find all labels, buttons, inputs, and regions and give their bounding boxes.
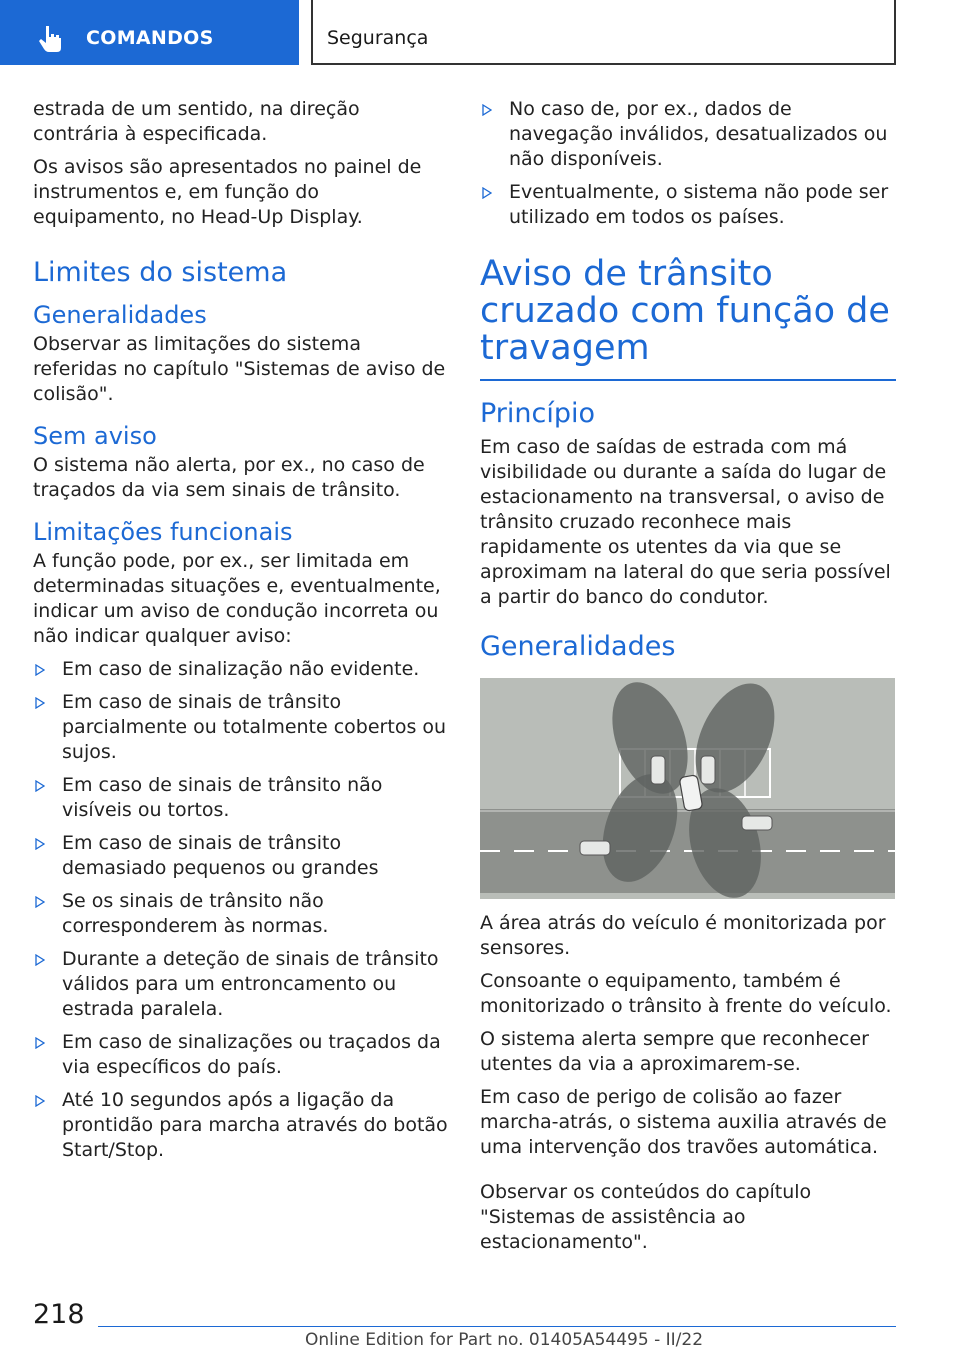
list-item: Em caso de sinais de trânsito parcialmente ou totalmente cobertos ou sujos.	[33, 690, 451, 765]
page-number: 218	[33, 1299, 85, 1330]
bullet-arrow-icon	[35, 954, 45, 966]
no-warning-paragraph: O sistema não alerta, por ex., no caso de traçados da via sem sinais de trânsito.	[33, 454, 425, 501]
general-paragraph: Observar as limitações do sistema referidas no capítulo "Sistemas de aviso de colisão".	[33, 333, 446, 405]
monitoring-paragraph: A área atrás do veículo é monitorizada por sensores.	[480, 912, 886, 959]
edition-label: Online Edition for Part no. 01405A54495 - II/22	[305, 1330, 704, 1350]
reference-paragraph: Observar os conteúdos do capítulo "Sistemas de assistência ao estacionamento".	[480, 1181, 812, 1253]
chapter-tab[interactable]	[0, 0, 299, 65]
cross-traffic-illustration	[480, 678, 895, 899]
section-title: Segurança	[327, 27, 429, 49]
equipment-paragraph: Consoante o equipamento, também é monitorizado o trânsito à frente do veículo.	[480, 970, 892, 1017]
intro-paragraph: estrada de um sentido, na direção contrária à especificada.	[33, 98, 360, 145]
functional-limits-paragraph: A função pode, por ex., ser limitada em determinadas situações e, eventualmente, indicar um aviso de condução incorreta ou não indicar qualquer aviso:	[33, 550, 441, 647]
functional-limits-heading: Limitações funcionais	[33, 518, 293, 546]
list-item: No caso de, por ex., dados de navegação inválidos, desatualizados ou não disponíveis.	[480, 97, 896, 172]
list-item: Até 10 segundos após a ligação da prontidão para marcha através do botão Start/Stop.	[33, 1088, 451, 1163]
limitations-list	[33, 657, 451, 1163]
bullet-arrow-icon	[35, 838, 45, 850]
left-column	[33, 97, 451, 1171]
intro-paragraph: Os avisos são apresentados no painel de instrumentos e, em função do equipamento, no Head-Up Display.	[33, 156, 422, 228]
alert-paragraph: O sistema alerta sempre que reconhecer utentes da via a aproximarem-se.	[480, 1028, 869, 1075]
bullet-arrow-icon	[482, 187, 492, 199]
general-heading-right: Generalidades	[480, 631, 676, 662]
list-item: Se os sinais de trânsito não corresponderem às normas.	[33, 889, 451, 939]
hand-pointer-icon	[36, 24, 66, 54]
bullet-arrow-icon	[35, 780, 45, 792]
right-column	[480, 97, 896, 1263]
bullet-arrow-icon	[35, 664, 45, 676]
limitations-list-continued	[480, 97, 896, 230]
list-item: Eventualmente, o sistema não pode ser utilizado em todos os países.	[480, 180, 896, 230]
principle-heading: Princípio	[480, 398, 596, 429]
main-heading: Aviso de trânsito cruzado com função de travagem	[480, 256, 896, 381]
bullet-arrow-icon	[35, 697, 45, 709]
list-item: Em caso de sinalizações ou traçados da via específicos do país.	[33, 1030, 451, 1080]
limits-heading: Limites do sistema	[33, 257, 288, 288]
bullet-arrow-icon	[482, 104, 492, 116]
list-item: Durante a deteção de sinais de trânsito válidos para um entroncamento ou estrada paralela.	[33, 947, 451, 1022]
list-item: Em caso de sinalização não evidente.	[33, 657, 451, 682]
list-item: Em caso de sinais de trânsito demasiado pequenos ou grandes	[33, 831, 451, 881]
general-heading: Generalidades	[33, 301, 207, 329]
bullet-arrow-icon	[35, 1037, 45, 1049]
footer-divider	[98, 1326, 896, 1327]
principle-paragraph: Em caso de saídas de estrada com má visibilidade ou durante a saída do lugar de estacionamento na transversal, o aviso de trânsito cruzado reconhece mais rapidamente os utentes da via que se aproximam na lateral do que seria possível a partir do banco do condutor.	[480, 436, 891, 608]
bullet-arrow-icon	[35, 1095, 45, 1107]
braking-paragraph: Em caso de perigo de colisão ao fazer marcha-atrás, o sistema auxilia através de uma intervenção dos travões automática.	[480, 1086, 887, 1158]
list-item: Em caso de sinais de trânsito não visíveis ou tortos.	[33, 773, 451, 823]
no-warning-heading: Sem aviso	[33, 422, 157, 450]
chapter-label: COMANDOS	[86, 27, 214, 49]
section-header	[311, 0, 896, 65]
bullet-arrow-icon	[35, 896, 45, 908]
